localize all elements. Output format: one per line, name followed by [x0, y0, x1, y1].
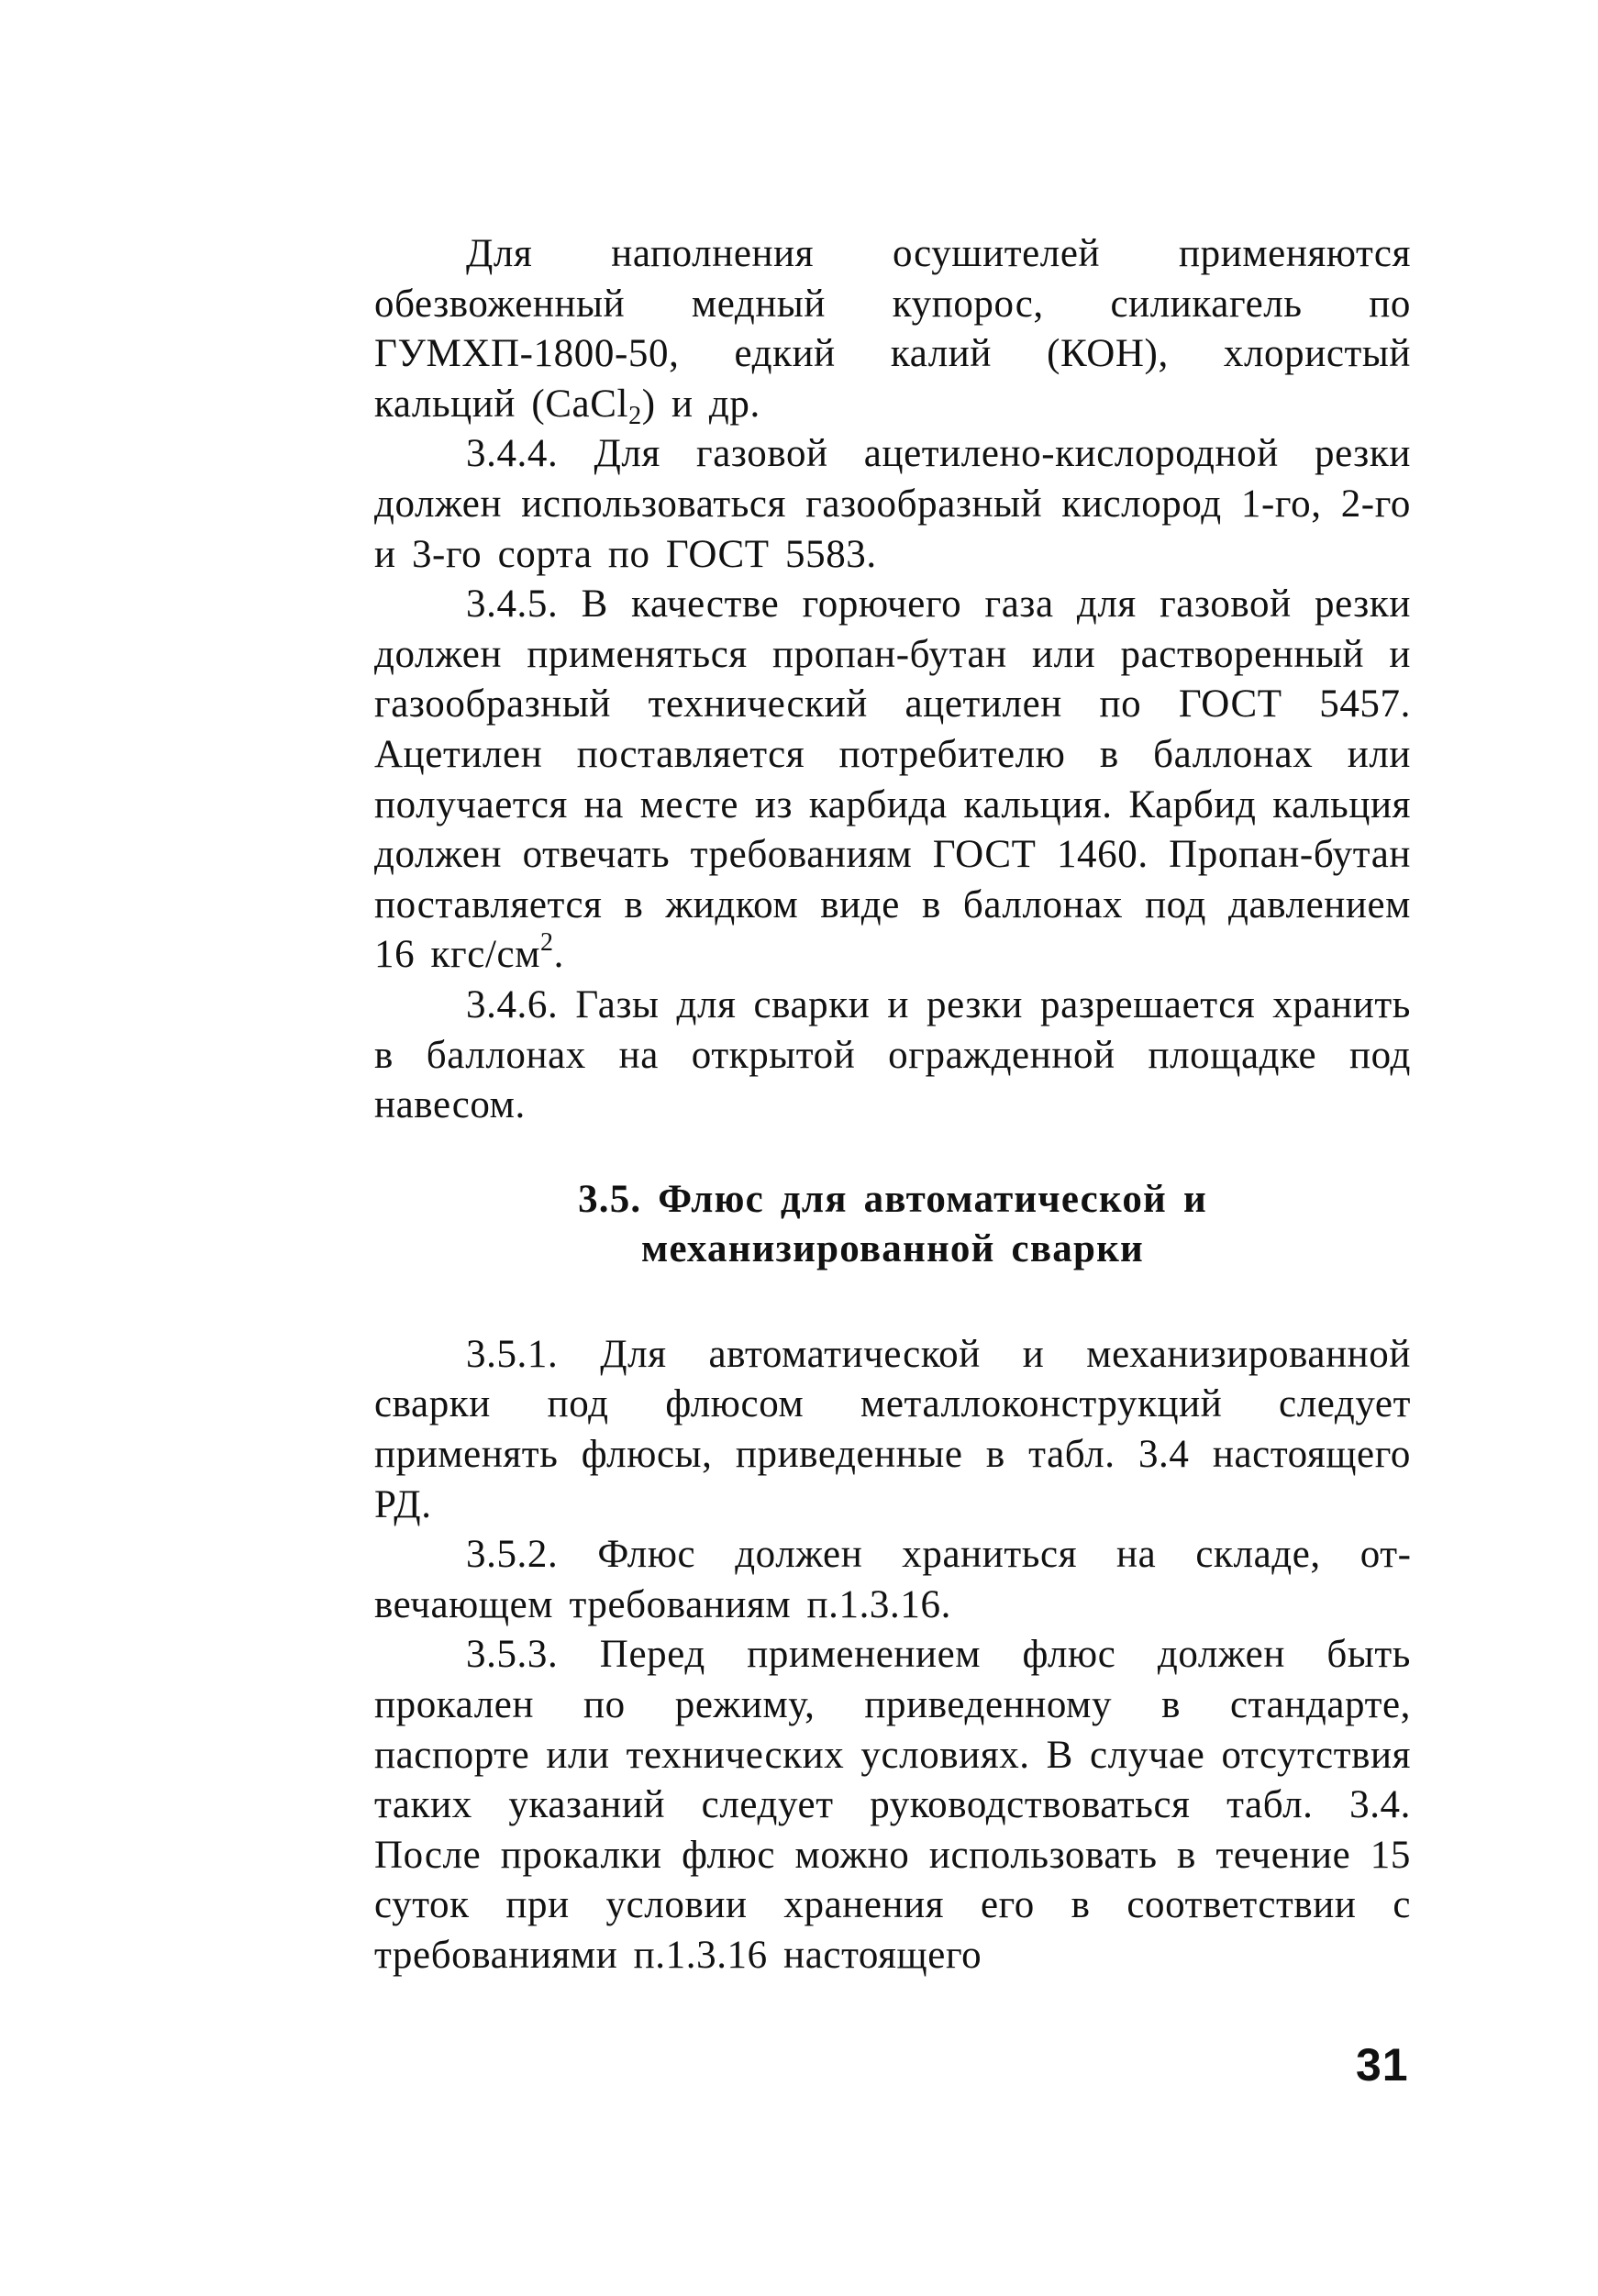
paragraph-3-4-5: [374, 580, 1411, 981]
paragraph-desiccant-fill: [374, 229, 1411, 429]
paragraph-text: 3.4.6. Газы для сварки и резки разрешается хранить в баллонах на открытой огражденной площадке под навесом.: [374, 982, 1411, 1127]
paragraph-text: 3.4.4. Для газовой ацетилено-кислородной резки должен использоваться газообразный кислород 1-го, 2-го и 3-го сорта по ГОСТ 5583.: [374, 432, 1411, 576]
paragraph-3-5-3: [374, 1630, 1411, 1980]
paragraph-text: 3.4.5. В качестве горючего газа для газовой резки должен применяться пропан-бутан или растворенный и газообразный технический ацетилен по ГОСТ 5457. Ацетилен поставляется потребителю в баллонах или получается на месте из карбида кальция. Карбид кальция должен отвечать требованиям ГОСТ 1460. Пропан-бутан поставляется в жидком виде в баллонах под давлением 16 кгс/см: [374, 582, 1411, 977]
superscript: 2: [540, 928, 554, 958]
body-text: [374, 229, 1411, 1981]
paragraph-3-4-6: [374, 981, 1411, 1131]
paragraph-3-5-1: [374, 1330, 1411, 1530]
paragraph-text: 3.5.2. Флюс должен храниться на складе, отвечающем требованиям п.1.3.16.: [374, 1533, 1411, 1626]
paragraph-text-tail: .: [553, 933, 564, 977]
paragraph-text: Для наполнения осушителей применяются обезвоженный медный купорос, силикагель по ГУМХП-1800-50, едкий калий (КОН), хлористый кальций (CaCl: [374, 232, 1411, 426]
section-heading-line-2: механизированной сварки: [640, 1227, 1145, 1271]
paragraph-text-tail: ) и др.: [641, 382, 760, 426]
subscript: 2: [628, 401, 642, 430]
paragraph-text: 3.5.1. Для автоматической и механизированной сварки под флюсом металлоконструкций следует применять флюсы, приведенные в табл. 3.4 настоящего РД.: [374, 1332, 1411, 1526]
section-heading-3-5: [374, 1175, 1411, 1275]
paragraph-3-4-4: [374, 429, 1411, 580]
page-number: 31: [1356, 2039, 1409, 2091]
paragraph-text: 3.5.3. Перед применением флюс должен быть прокален по режиму, приведенному в стандарте, паспорте или технических условиях. В случае отсутствия таких указаний следует руководствоваться табл. 3.4. После прокалки флюс можно использовать в течение 15 суток при условии хранения его в соответствии с требованиями п.1.3.16 настоящего: [374, 1633, 1411, 1977]
paragraph-3-5-2: [374, 1530, 1411, 1630]
section-heading-line-1: 3.5. Флюс для автоматической и: [578, 1177, 1207, 1221]
